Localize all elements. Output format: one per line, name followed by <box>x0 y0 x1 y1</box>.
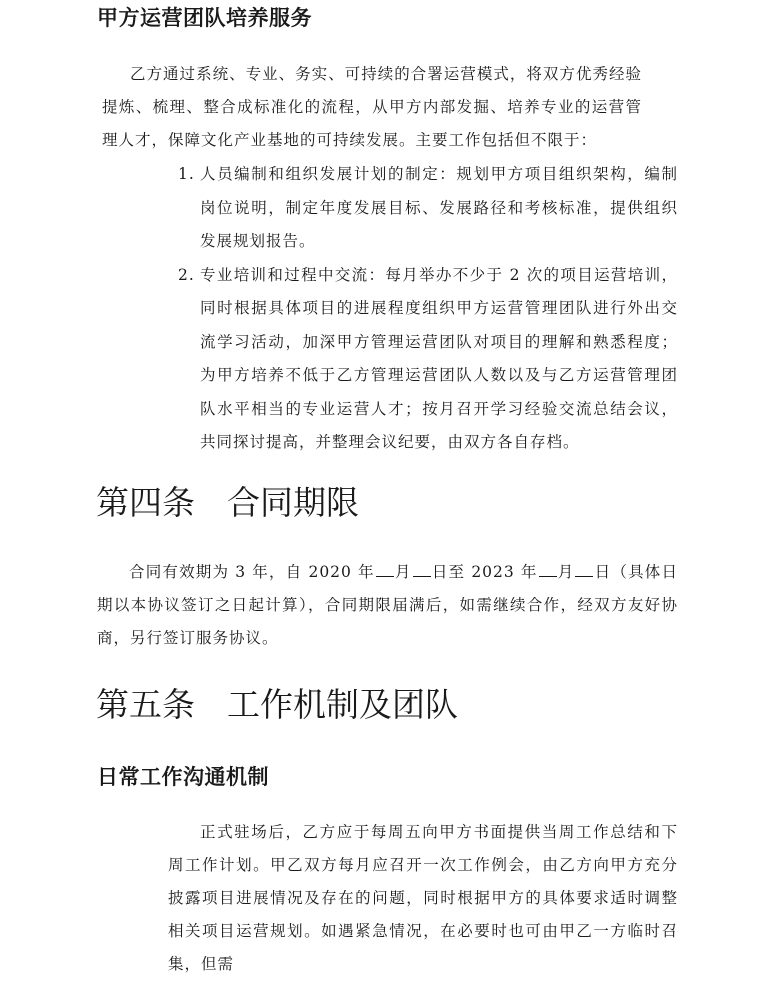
article-4-text-start: 合同有效期为 3 年，自 2020 年 <box>129 563 375 581</box>
article-4-paragraph <box>97 556 678 655</box>
training-intro-paragraph: 乙方通过系统、专业、务实、可持续的合署运营模式，将双方优秀经验提炼、梳理、整合成标准化的流程，从甲方内部发掘、培养专业的运营管理人才，保障文化产业基地的可持续发展。主要工作包括但不限于： <box>102 65 642 149</box>
subsection-heading-communication: 日常工作沟通机制 <box>97 765 269 789</box>
article-5-heading <box>96 684 458 726</box>
training-items-list <box>178 158 678 460</box>
article-4-title: 合同期限 <box>227 483 359 522</box>
section-heading-training: 甲方运营团队培养服务 <box>97 6 312 30</box>
article-4-text-mid: 日至 2023 年 <box>431 563 538 581</box>
article-4-heading <box>96 482 359 524</box>
list-item-number: 2. <box>178 265 195 284</box>
list-item <box>178 259 678 460</box>
year-blank-month <box>376 559 394 577</box>
article-5-number: 第五条 <box>96 685 195 724</box>
year-blank-month-2 <box>539 559 557 577</box>
list-item-text: 人员编制和组织发展计划的制定：规划甲方项目组织架构，编制岗位说明，制定年度发展目标、发展路径和考核标准，提供组织发展规划报告。 <box>200 165 678 250</box>
article-4-month-1: 月 <box>394 563 412 581</box>
article-4-number: 第四条 <box>96 483 195 522</box>
list-item <box>178 158 678 259</box>
list-item-number: 1. <box>178 165 195 183</box>
list-item-text: 专业培训和过程中交流：每月举办不少于 2 次的项目运营培训，同时根据具体项目的进展程度组织甲方运营管理团队进行外出交流学习活动，加深甲方管理运营团队对项目的理解和熟悉程度；为甲方培养不低于乙方管理运营团队人数以及与乙方运营管理团队水平相当的专业运营人才；按月召开学习经验交流总结会议，共同探讨提高，并整理会议纪要，由双方各自存档。 <box>200 265 678 451</box>
article-4-month-2: 月 <box>557 563 575 581</box>
article-5-title: 工作机制及团队 <box>227 685 458 724</box>
communication-paragraph: 正式驻场后，乙方应于每周五向甲方书面提供当周工作总结和下周工作计划。甲乙双方每月应召开一次工作例会，由乙方向甲方充分披露项目进展情况及存在的问题，同时根据甲方的具体要求适时调整相关项目运营规划。如遇紧急情况，在必要时也可由甲乙一方临时召集，但需 <box>168 823 678 973</box>
day-blank <box>413 559 431 577</box>
day-blank-2 <box>575 559 593 577</box>
article-4-text-end: 日（具体日期以本协议签订之日起计算），合同期限届满后，如需继续合作，经双方友好协商，另行签订服务协议。 <box>97 563 678 647</box>
